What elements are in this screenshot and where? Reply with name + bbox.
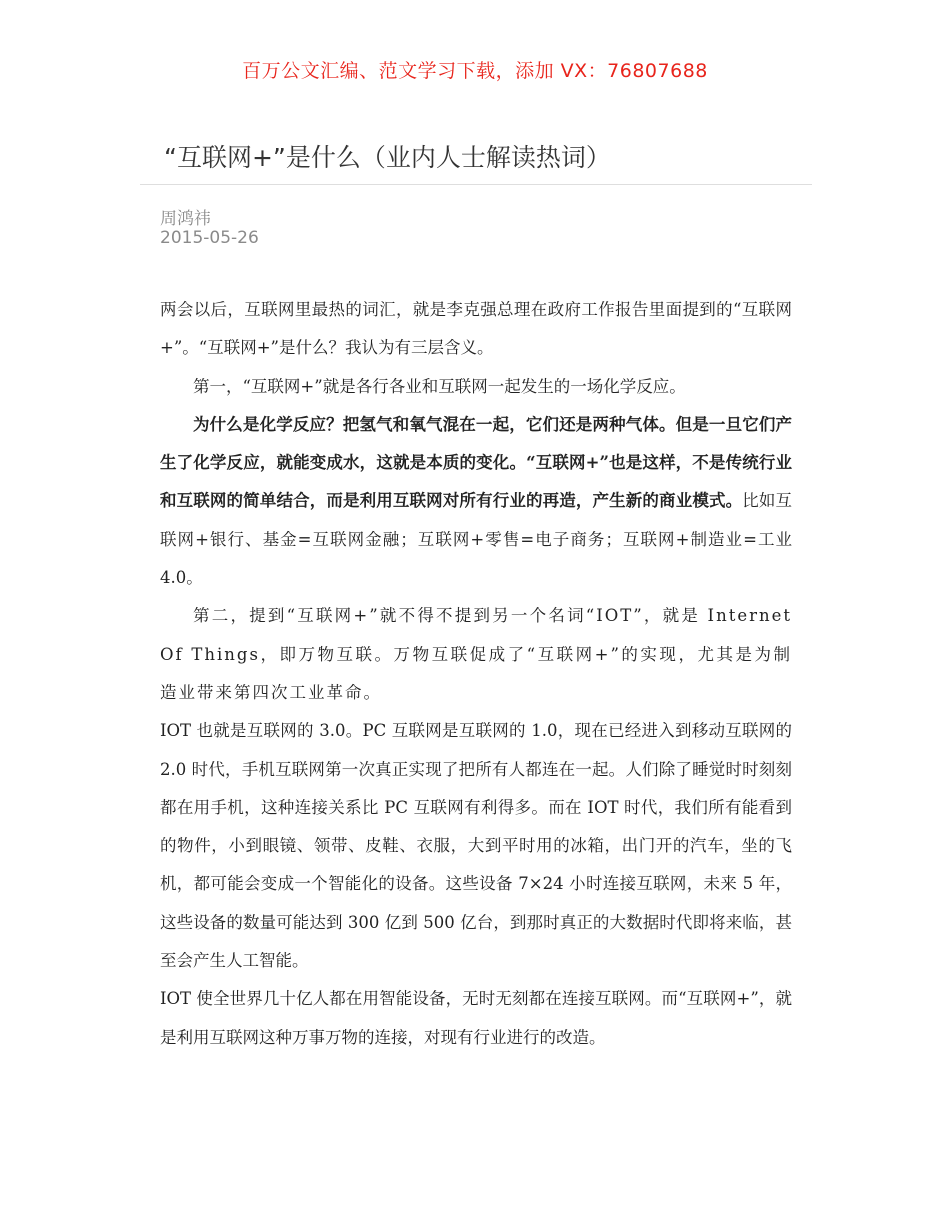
promo-banner: 百万公文汇编、范文学习下载，添加 VX：76807688 — [242, 60, 708, 82]
paragraph-first-point: 第一，“互联网+”就是各行各业和互联网一起发生的一场化学反应。 — [193, 376, 686, 396]
article-date: 2015-05-26 — [160, 228, 259, 248]
article-body — [160, 291, 792, 1057]
paragraph-examples: 比如互联网+银行、基金=互联网金融；互联网+零售=电子商务；互联网+制造业=工业 4.0。 — [160, 491, 793, 588]
article-title: “互联网+”是什么（业内人士解读热词） — [164, 143, 611, 172]
article-author: 周鸿祎 — [160, 209, 211, 229]
paragraph-intro: 两会以后，互联网里最热的词汇，就是李克强总理在政府工作报告里面提到的“互联网+”。“互联网+”是什么？我认为有三层含义。 — [160, 300, 792, 358]
paragraph-bold-text: 为什么是化学反应？把氢气和氧气混在一起，它们还是两种气体。但是一旦它们产生了化学反应，就能变成水，这就是本质的变化。“互联网+”也是这样，不是传统行业和互联网的简单结合，而是利用互联网对所有行业的再造，产生新的商业模式。 — [160, 414, 792, 511]
title-divider — [140, 184, 812, 185]
paragraph-chemical-reaction — [160, 406, 792, 597]
paragraph-second-point: 第二，提到“互联网+”就不得不提到另一个名词“IOT”，就是 Internet Of Things，即万物互联。万物互联促成了“互联网+”的实现，尤其是为制造业带来第四次工业革命。 — [160, 606, 792, 702]
paragraph-iot-era: IOT 也就是互联网的 3.0。PC 互联网是互联网的 1.0，现在已经进入到移动互联网的 2.0 时代，手机互联网第一次真正实现了把所有人都连在一起。人们除了睡觉时时刻刻都在用手机，这种连接关系比 PC 互联网有利得多。而在 IOT 时代，我们所有能看到的物件，小到眼镜、领带、皮鞋、衣服，大到平时用的冰箱，出门开的汽车，坐的飞机，都可能会变成一个智能化的设备。这些设备 7×24 小时连接互联网，未来 5 年，这些设备的数量可能达到 300 亿到 500 亿台，到那时真正的大数据时代即将来临，甚至会产生人工智能。 — [160, 721, 792, 971]
paragraph-iot-conclusion: IOT 使全世界几十亿人都在用智能设备，无时无刻都在连接互联网。而“互联网+”，就是利用互联网这种万事万物的连接，对现有行业进行的改造。 — [160, 989, 792, 1047]
